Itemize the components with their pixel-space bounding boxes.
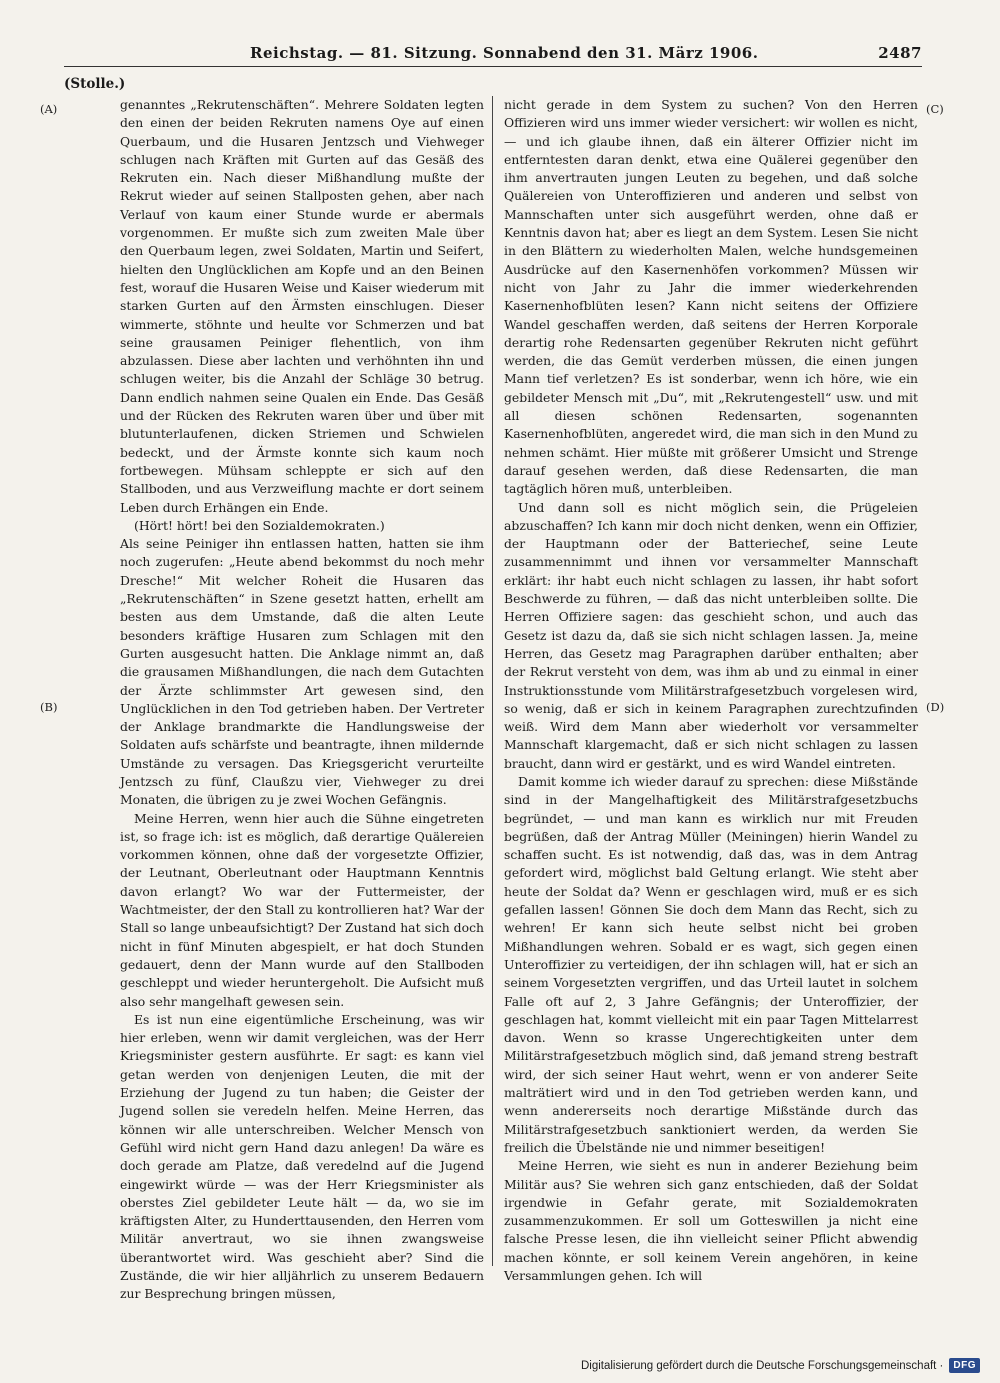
margin-marker-d: (D) [926,700,945,714]
header-rule [64,66,922,67]
header-title: Reichstag. — 81. Sitzung. Sonnabend den 31. März 1906. [250,44,759,62]
right-para-2: Damit komme ich wieder darauf zu sprechen: diese Mißstände sind in der Mangelhaftigkeit des Militärstrafgesetzbuchs begründet, — und man kann es wirklich nur mit Freuden begrüßen, daß der Antrag Müller (Meiningen) hierin Wandel zu schaffen sucht. Es ist notwendig, daß das, was in dem Antrag gefordert wird, möglichst bald Geltung erlangt. Wie steht aber heute der Soldat da? Wenn er geschlagen wird, muß er es sich gefallen lassen! Gönnen Sie doch dem Mann das Recht, sich zu wehren! Er kann sich heute selbst nicht bei groben Mißhandlungen wehren. Sobald er es wagt, sich gegen einen Unteroffizier zu verteidigen, der ihn schlagen will, hat er sich an seinem Vorgesetzten vergriffen, und das Urteil lautet in solchem Falle oft auf 2, 3 Jahre Gefängnis; der Unteroffizier, der geschlagen hat, kommt vielleicht mit ein paar Tagen Mittelarrest davon. Wenn so krasse Ungerechtigkeiten unter dem Militärstrafgesetzbuch möglich sind, daß jemand streng bestraft wird, der sich seiner Haut wehrt, wenn er von anderer Seite malträtiert wird und in den Tod getrieben werden kann, und wenn andererseits noch derartige Mißstände durch das Militärstrafgesetzbuch sanktioniert werden, da werden Sie freilich die Übelstände nie und nimmer beseitigen! [504,773,918,1155]
left-para-0: genanntes „Rekrutenschäften“. Mehrere Soldaten legten den einen der beiden Rekruten namens Oye auf einen Querbaum, und die Husaren Jentzsch und Viehweger schlugen nach Kräften mit Gurten auf das Gesäß des Rekruten ein. Nach dieser Mißhandlung mußte der Rekrut wieder auf seinen Stallposten gehen, aber nach Verlauf von kaum einer Stunde wurde er abermals vorgenommen. Er mußte sich zum zweiten Male über den Querbaum legen, zwei Soldaten, Martin und Seifert, hielten den Unglücklichen am Kopfe und an den Beinen fest, worauf die Husaren Weise und Kaiser wiederum mit starken Gurten auf den Ärmsten einschlugen. Dieser wimmerte, stöhnte und heulte vor Schmerzen und bat seine grausamen Peiniger flehentlich, von ihm abzulassen. Diese aber lachten und verhöhnten ihn und schlugen weiter, bis die Anzahl der Schläge 30 betrug. Dann endlich nahmen seine Qualen ein Ende. Das Gesäß und der Rücken des Rekruten waren über und über mit blutunterlaufenen, dicken Striemen und Schwielen bedeckt, und der Ärmste konnte sich kaum noch fortbewegen. Mühsam schleppte er sich auf den Stallboden, und aus Verzweiflung machte er dort seinem Leben durch Erhängen ein Ende. [120,97,484,515]
column-divider [492,96,493,1266]
margin-marker-a: (A) [40,102,58,116]
left-para-3: Meine Herren, wenn hier auch die Sühne eingetreten ist, so frage ich: ist es möglich, daß derartige Quälereien vorkommen können, ohne daß der vorgesetzte Offizier, der Leutnant, Oberleutnant oder Hauptmann Kenntnis davon erlangt? Wo war der Futtermeister, der Wachtmeister, der den Stall zu kontrollieren hat? War der Stall so lange unbeaufsichtigt? Der Zustand hat sich doch nicht in fünf Minuten abgespielt, er hat doch Stunden gedauert, denn der Mann wurde auf den Stallboden geschleppt und wieder heruntergeholt. Die Aufsicht muß also sehr mangelhaft gewesen sein. [120,810,484,1009]
page-number: 2487 [878,44,922,62]
right-column [504,96,918,1285]
left-para-2: Als seine Peiniger ihn entlassen hatten, hatten sie ihm noch zugerufen: „Heute abend bekommst du noch mehr Dresche!“ Mit welcher Roheit die Husaren das „Rekrutenschäften“ in Szene gesetzt hatten, erhellt am besten aus dem Umstande, daß die alten Leute besonders kräftige Husaren zum Schlagen mit den Gurten ausgesucht hatten. Die Anklage nimmt an, daß die grausamen Mißhandlungen, die nach dem Gutachten der Ärzte schlimmster Art gewesen sind, den Unglücklichen in den Tod getrieben haben. Der Vertreter der Anklage brandmarkte die Handlungsweise der Soldaten aufs schärfste und beantragte, ihnen mildernde Umstände zu versagen. Das Kriegsgericht verurteilte Jentzsch zu fünf, Claußzu vier, Viehweger zu drei Monaten, die übrigen zu je zwei Wochen Gefängnis. [120,536,484,808]
left-para-4: Es ist nun eine eigentümliche Erscheinung, was wir hier erleben, wenn wir damit vergleichen, was der Herr Kriegsminister gestern ausführte. Er sagt: es kann viel getan werden von denjenigen Leuten, die mit der Erziehung der Jugend zu tun haben; die Geister der Jugend sollen sie veredeln helfen. Meine Herren, das können wir alle unterschreiben. Welcher Mensch von Gefühl wird nicht gern Hand dazu anlegen! Da wäre es doch gerade am Platze, daß veredelnd auf die Jugend eingewirkt würde — was der Herr Kriegsminister als oberstes Ziel gebildeter Leute hält — da, wo sie im kräftigsten Alter, zu Hunderttausenden, den Herren vom Militär anvertraut, wo sie ihnen zwangsweise überantwortet wird. Was geschieht aber? Sind die Zustände, die wir hier alljährlich zu unserem Bedauern zur Besprechung bringen müssen, [120,1011,484,1302]
page-header [250,44,922,62]
margin-marker-b: (B) [40,700,58,714]
margin-marker-c: (C) [926,102,944,116]
speaker-name: (Stolle.) [64,76,126,92]
left-interjection: (Hört! hört! bei den Sozialdemokraten.) [134,517,385,533]
digitization-footer [581,1358,980,1373]
right-para-3: Meine Herren, wie sieht es nun in anderer Beziehung beim Militär aus? Sie wehren sich ganz entschieden, daß der Soldat irgendwie in Gefahr gerate, mit Sozialdemokraten zusammenzukommen. Er soll um Gotteswillen ja nicht eine falsche Presse lesen, die ihn vielleicht seiner Pflicht abwendig machen könnte, er soll keinem Verein angehören, in keine Versammlungen gehen. Ich will [504,1158,918,1283]
right-para-0: nicht gerade in dem System zu suchen? Von den Herren Offizieren wird uns immer wieder versichert: wir wollen es nicht, — und ich glaube ihnen, daß ein älterer Offizier nicht im entferntesten daran denkt, etwa eine Quälerei gegenüber den ihm anvertrauten jungen Leuten zu begehen, und daß solche Quälereien von Unteroffizieren und anderen und selbst von Mannschaften unter sich ausgeführt werden, ohne daß er Kenntnis davon hat; aber es liegt an dem System. Lesen Sie nicht in den Blättern zu wiederholten Malen, welche hundsgemeinen Ausdrücke auf den Kasernenhöfen vorkommen? Müssen wir nicht von Jahr zu Jahr die immer wiederkehrenden Kasernenhofblüten lesen? Kann nicht seitens der Offiziere Wandel geschaffen werden, daß seitens der Herren Korporale derartig rohe Redensarten gegenüber Rekruten nicht geführt werden, die das Gemüt verderben müssen, die einen jungen Mann tief verletzen? Es ist sonderbar, wenn ich höre, wie ein gebildeter Mensch mit „Du“, mit „Rekrutengestell“ usw. und mit all diesen schönen Redensarten, sogenannten Kasernenhofblüten, angeredet wird, die man sich in den Mund zu nehmen schämt. Hier müßte mit größerer Umsicht und Strenge darauf gesehen werden, daß diese Redensarten, die man tagtäglich hören muß, unterbleiben. [504,97,918,497]
dfg-logo: DFG [949,1358,980,1373]
right-para-1: Und dann soll es nicht möglich sein, die Prügeleien abzuschaffen? Ich kann mir doch nicht denken, wenn ein Offizier, der Hauptmann oder der Batteriechef, seine Leute zusammennimmt und ihnen vor versammelter Mannschaft erklärt: ihr habt euch nicht schlagen zu lassen, ihr habt sofort Beschwerde zu führen, — daß das nicht unterbleiben sollte. Die Herren Offiziere sagen: das geschieht schon, und auch das Gesetz ist dazu da, daß sie sich nicht schlagen lassen. Ja, meine Herren, das Gesetz mag Paragraphen darüber enthalten; aber der Rekrut versteht von dem, was ihm ab und zu einmal in einer Instruktionsstunde vom Militärstrafgesetzbuch vorgelesen wird, so wenig, daß er sich in keinem Paragraphen zurechtzufinden weiß. Wird dem Mann aber wiederholt vor versammelter Mannschaft klargemacht, daß er sich nicht schlagen zu lassen braucht, dann wird er gestärkt, und es wird Wandel eintreten. [504,499,918,771]
footer-text: Digitalisierung gefördert durch die Deutsche Forschungsgemeinschaft · [580,1359,944,1372]
left-column [120,96,484,1304]
